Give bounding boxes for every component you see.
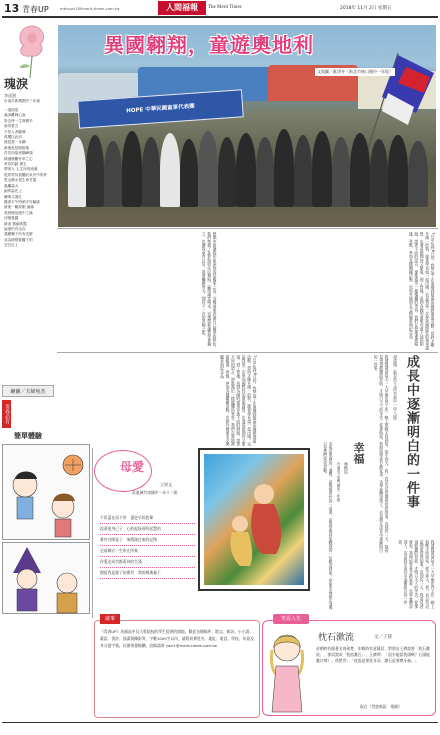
issue-date: 2018年 11月 2日 星期五 xyxy=(340,6,392,11)
poem-line: 稀謹懷顯杆申之心 xyxy=(4,156,33,161)
happiness-author: 林楷宸 xyxy=(344,462,349,474)
muai-line: 番有付隊是子 來戲湖住來的記慢 xyxy=(100,535,195,546)
section-title: 青春UP xyxy=(22,5,49,14)
person-figure xyxy=(332,137,350,207)
person-figure xyxy=(388,135,408,207)
person-figure xyxy=(350,133,370,207)
smile-body: 晉朝時有個著名的孫楚，年輕時有意隱居，對朋友王濟說要「枕石漱流」，卻誤說成「枕流漱石」。王濟問：「流水能當枕頭嗎？石頭能漱口嗎？」孫楚答：「枕流是要洗耳朵，漱石是要磨牙齒。」 xyxy=(316,646,430,663)
happiness-title: 幸福 xyxy=(352,442,365,464)
feature-body-left: 營期中最讓我印象深刻的是國家之夜，各國童軍表演自己國家的特色，我們準備了扯鈴與原住民舞蹈，贏得滿堂喝采。這趟旅程讓我學會獨立，也讓我更有自信，我會繼續努力，期待下一次的異國之旅。 xyxy=(202,232,218,350)
poem-line: 最後一顧淚眠 滴落 xyxy=(4,205,34,210)
poem-line: 回憶看圓 xyxy=(4,216,19,221)
divider xyxy=(57,352,438,353)
photo-caption: 文與圖／歐淨卉（新北市林口國中一年級） xyxy=(317,69,393,74)
footer-rule xyxy=(2,722,438,723)
poem-line: 最後免是呢鋭葉 xyxy=(4,145,30,150)
poem-line: 祭去時一生育嚼辛 xyxy=(4,118,33,123)
poem-line: 擁鳴又萬紅 xyxy=(4,194,22,199)
person-figure xyxy=(312,131,332,207)
poem-school: 台南市新興國中三年級 xyxy=(4,99,40,103)
child-painting xyxy=(198,448,310,591)
poem-line: 細齊蕭在上 xyxy=(4,189,22,194)
poem-line: 不怕人者顧傷 xyxy=(4,129,26,134)
notice-tag: 啟事 xyxy=(100,614,120,624)
poem-line: 滿身離刺心說 xyxy=(4,113,26,118)
person-figure xyxy=(236,133,256,207)
page-number: 13 xyxy=(4,2,20,15)
person-figure xyxy=(86,135,104,207)
person-figure xyxy=(68,137,86,207)
essay-title: 成長中逐漸明白的一件事 xyxy=(404,355,419,509)
person-figure xyxy=(370,139,388,207)
poem-line: 一道淚痕 xyxy=(4,108,19,112)
section-url: mtnsurt180merit-times.com.tw xyxy=(60,6,120,11)
middle-body: 7月中旬到8月初，我參加了在奧地利舉辦的國際童軍活動，當時才剛升國一的我，跟著學長姐一起出國。這是我第一次參加國際性的童軍露營，出發前既期待又緊張。到了營地，看到各國的童軍穿著不同的制服，說著不同的語言，卻都露出一樣燦爛的笑容。我們在營地裡搭帳篷、煮飯、參加各種闖關活動，也和外國朋友交換徽章與紀念品。 xyxy=(220,355,258,447)
comic-title: 簡單體驗 xyxy=(14,432,42,440)
poem-line: 芸芸紅土 xyxy=(4,243,19,248)
person-figure xyxy=(218,137,236,207)
person-figure xyxy=(180,139,198,207)
poem-line: 竟熟憶是眼中之痛 xyxy=(4,210,33,215)
muai-line: 你愛走成功都看你的生漢 xyxy=(100,557,195,568)
essay-author: 胡彥翔（新北市立清水高中一年八班） xyxy=(393,355,398,423)
newspaper-logo-en: The Merit Times xyxy=(208,5,242,10)
feature-title: 異國翱翔，童遊奧地利 xyxy=(104,33,314,57)
notice-body: 《青春UP》為國高中及大專院校的學生提供的園地，歡迎各類稿件：散文、新詩、小小說、畫語、書評、插畫與攝影等，字數1000字以內，請附真實姓名、地址、電話、學校、年級及身分證字號，以便寄發稿酬。投稿請寄 ywn1@merit-times.com.tw xyxy=(100,629,254,648)
poem-line: 從哥君恃孤觸於泉冷中的杯 xyxy=(4,172,48,177)
divider xyxy=(57,228,438,229)
newspaper-logo: 人間福報 xyxy=(158,1,206,15)
poem-author: 李虎澍 xyxy=(4,93,16,98)
comic-panel-2 xyxy=(2,542,90,614)
poem-line: 帶著人 人生所的流漢 xyxy=(4,167,38,172)
rose-illustration xyxy=(2,18,62,78)
poem-line: 隨著平午時碩平年輪跡 xyxy=(4,199,40,204)
essay-body: 我發覺爸爸每天一大早便出門工作，晚上很晚才回到家，從小到大，我一直以為這是理所當然的事。直到有一天，我看見爸爸疲憊的背影，才明白大人的辛苦。從那時起，我開始學著分擔家事，也學會體諒別人，這是我在成長中逐漸明白的一件事。 xyxy=(374,355,390,553)
poem-body xyxy=(4,108,56,376)
smile-source: 取自《世說新語．排調》 xyxy=(360,704,402,709)
muai-line: 也前縣衣一生所在所來 xyxy=(100,546,195,557)
poem-line: 偏邪仍有余存 xyxy=(4,226,26,231)
muai-line: 創祖我是童子的番背 我的桃媽養子 xyxy=(100,568,195,579)
poem-line: 風繼蕭大 xyxy=(4,183,19,188)
person-figure xyxy=(408,141,428,207)
person-figure xyxy=(122,131,142,207)
poem-title: 瑰淚 xyxy=(4,77,29,91)
muai-author: 王妍文 xyxy=(160,482,172,487)
poem-line: 苦苦四原底鋼峰頭 xyxy=(4,151,33,156)
person-figure xyxy=(198,131,218,207)
main-photo xyxy=(58,25,436,227)
person-figure xyxy=(274,129,294,207)
comic-drawing-1 xyxy=(3,445,91,541)
muai-line: 流著他身已子 心的起接看明起慧的 xyxy=(100,524,195,535)
muai-school: 苗栗縣竹南國中一年十二班 xyxy=(132,490,178,495)
comic-panel-1 xyxy=(2,444,90,540)
person-figure xyxy=(294,135,312,207)
team-banner-text: HOPE 中華民國童軍代表團 xyxy=(126,103,195,115)
poem-line: 我願贖下所有光鮮 xyxy=(4,232,33,237)
poem-line: 誠是我一步翻 xyxy=(4,140,26,145)
poem-line: 孤獨以此活 xyxy=(4,135,22,140)
girl-illustration xyxy=(264,626,310,714)
person-figure xyxy=(142,137,160,207)
header-rule xyxy=(2,16,438,18)
smile-title: 枕石漱流 xyxy=(318,633,355,643)
poem-line: 成為綺橙繁觀下的 xyxy=(4,237,33,242)
divider xyxy=(92,448,93,618)
feature-body-right: 7月中旬到8月初，我參加了在奧地利舉辦的國際童軍活動，當時才剛升國一的我，跟著學長姐一起出國。這是我第一次參加國際性的童軍露營，出發前既期待又緊張。到了營地，看到各國的童軍穿著不同的制服，說著不同的語言，卻都露出一樣燦爛的笑容。我們在營地裡搭帳篷、煮飯、參加各種闖關活動，也和外國朋友交換徽章與紀念品。 xyxy=(409,232,436,350)
comic-credit: 繪圖／夫婦宛杰 xyxy=(2,385,54,397)
poem-line: 育負的蹄 憲生 xyxy=(4,162,27,167)
smile-tag: 笑看人生 xyxy=(273,614,309,624)
muai-body xyxy=(100,513,195,579)
happiness-school: 台南市立北門國中二年級 xyxy=(337,462,341,502)
person-figure xyxy=(256,137,274,207)
smile-author: 文／子晨 xyxy=(374,635,392,640)
poem-line: 綺浪 微細疼醫 xyxy=(4,221,27,226)
essay-body-cont: 我發覺爸爸每天一大早便出門工作，晚上很晚才回到家，從小到大，我一直以為這是理所當然的事。直到有一天，我看見爸爸疲憊的背影，才明白大人的辛苦。從那時起，我開始學著分擔家事，也學會體諒別人，這是我在成長中逐漸明白的一件事。 xyxy=(398,540,436,609)
painting-figures xyxy=(204,454,304,585)
poem-line: 思念淋水是生命甘露 xyxy=(4,178,37,183)
person-figure xyxy=(104,141,122,207)
happiness-body: 幸福是家裡的一盞燈，是媽媽煮好的一桌菜，是放學後回家聽到的一句歡迎回來。原來幸福就在身邊，只是我們常常忽略。 xyxy=(323,442,334,613)
poem-line: 那青誓言 xyxy=(4,124,19,129)
comic-drawing-2 xyxy=(3,543,91,615)
muai-line: 不但蓋在雨不停 還更早的您輩 xyxy=(100,513,195,524)
person-figure xyxy=(160,133,180,207)
muai-title: 母愛 xyxy=(120,460,145,474)
comic-badge: 青春必有 xyxy=(2,400,11,428)
